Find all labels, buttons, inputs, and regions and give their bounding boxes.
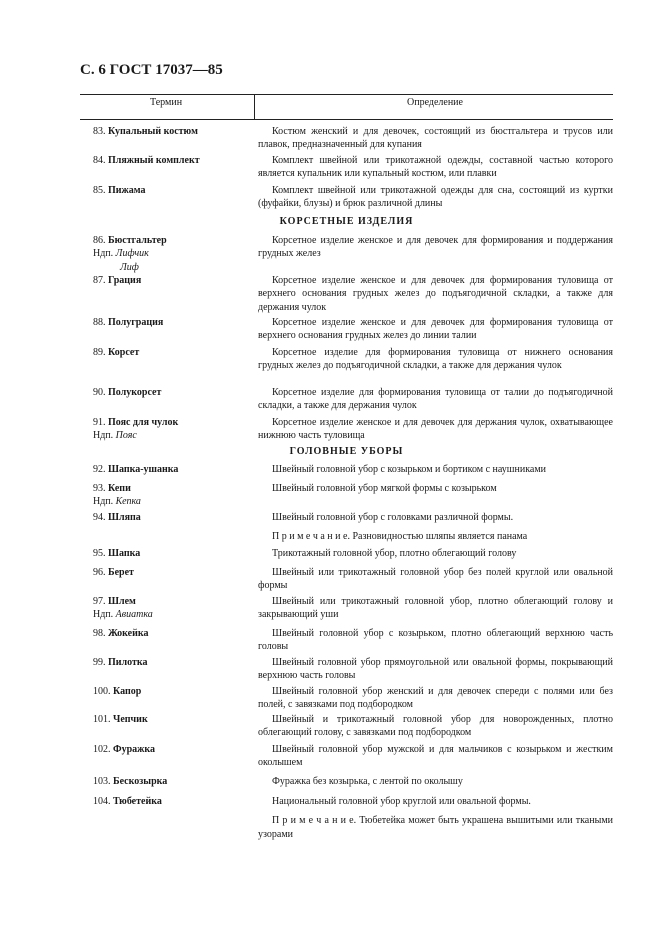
definition-cell	[258, 566, 613, 593]
term-cell	[93, 154, 263, 167]
term-cell	[93, 184, 263, 197]
term-cell	[93, 775, 263, 788]
definition-text: Корсетное изделие женское и для девочек для формирования и поддержания грудных желез	[258, 235, 613, 260]
term-number: 104.	[93, 796, 111, 807]
term-name: Пижама	[108, 185, 146, 196]
term-name: Фуражка	[113, 744, 156, 755]
section-heading-corset: КОРСЕТНЫЕ ИЗДЕЛИЯ	[279, 216, 414, 227]
term-number: 100.	[93, 686, 111, 697]
synonym-prefix: Ндп.	[93, 609, 114, 621]
term-number: 102.	[93, 744, 111, 755]
term-number: 84.	[93, 155, 106, 166]
term-cell	[93, 316, 263, 329]
term-number: 86.	[93, 235, 106, 246]
term-cell	[93, 386, 263, 399]
term-name: Полуграция	[108, 317, 164, 328]
definition-cell	[258, 775, 613, 788]
definition-cell	[258, 482, 613, 495]
definition-cell	[258, 346, 613, 373]
term-number: 87.	[93, 275, 106, 286]
definition-cell	[258, 627, 613, 654]
section-heading-headwear: ГОЛОВНЫЕ УБОРЫ	[289, 446, 404, 457]
definition-cell	[258, 511, 613, 544]
synonym-term: Авиатка	[115, 609, 153, 621]
definition-text: Швейный или трикотажный головной убор, плотно облегающий голову и закрывающий уши	[258, 596, 613, 621]
definition-text: Национальный головной убор круглой или овальной формы.	[272, 796, 531, 807]
term-cell	[93, 685, 263, 698]
term-number: 90.	[93, 387, 106, 398]
term-name: Шапка	[108, 548, 141, 559]
term-cell	[93, 743, 263, 756]
definition-text: Комплект швейной или трикотажной одежды для сна, состоящий из куртки (фуфайки, блузы) и брюк различной длины	[258, 185, 613, 210]
term-number: 96.	[93, 567, 106, 578]
non-recommended-synonym	[93, 608, 263, 621]
definition-text: Швейный или трикотажный головной убор без полей круглой или овальной формы	[258, 567, 613, 592]
term-name: Шлем	[108, 596, 136, 607]
synonym-term: Лифчик	[115, 248, 149, 260]
synonym-prefix: Ндп.	[93, 248, 114, 260]
note-label: П р и м е ч а н и е.	[272, 531, 350, 543]
definition-cell	[258, 316, 613, 343]
definition-cell	[258, 743, 613, 770]
definition-cell	[258, 795, 613, 841]
header-column-divider	[254, 94, 255, 119]
non-recommended-synonym	[93, 261, 263, 274]
definition-text: Швейный головной убор с головками различной формы.	[272, 512, 514, 523]
term-cell	[93, 547, 263, 560]
term-name: Чепчик	[113, 714, 148, 725]
table-top-rule	[80, 94, 613, 95]
term-number: 99.	[93, 657, 106, 668]
definition-text: Фуражка без козырька, с лентой по околышу	[272, 776, 463, 787]
term-number: 91.	[93, 417, 106, 428]
term-name: Пляжный комплект	[108, 155, 200, 166]
term-number: 101.	[93, 714, 111, 725]
definition-cell	[258, 274, 613, 314]
term-cell	[93, 511, 263, 524]
term-cell	[93, 346, 263, 359]
term-name: Капор	[113, 686, 142, 697]
term-name: Грация	[108, 275, 142, 286]
note-text: Разновидностью шляпы является панама	[352, 531, 528, 543]
synonym-term: Лиф	[120, 261, 139, 273]
definition-cell	[258, 595, 613, 622]
term-number: 95.	[93, 548, 106, 559]
term-number: 88.	[93, 317, 106, 328]
term-name: Бюстгальтер	[108, 235, 167, 246]
non-recommended-synonym	[93, 247, 263, 260]
synonym-term: Кепка	[115, 496, 141, 508]
synonym-term: Пояс	[115, 430, 137, 442]
note-label: П р и м е ч а н и е.	[272, 815, 357, 827]
term-cell	[93, 713, 263, 726]
term-number: 92.	[93, 464, 106, 475]
term-cell	[93, 595, 263, 622]
term-number: 89.	[93, 347, 106, 358]
term-cell	[93, 482, 263, 509]
definition-text: Швейный головной убор мужской и для мальчиков с козырьком и жестким околышем	[258, 744, 613, 769]
table-header-rule	[80, 119, 613, 120]
note	[258, 814, 613, 841]
term-name: Купальный костюм	[108, 126, 198, 137]
definition-cell	[258, 184, 613, 211]
page-header: С. 6 ГОСТ 17037—85	[80, 62, 223, 78]
definition-cell	[258, 416, 613, 443]
note	[258, 530, 613, 543]
term-cell	[93, 274, 263, 287]
term-cell	[93, 795, 263, 808]
definition-text: Костюм женский и для девочек, состоящий из бюстгальтера и трусов или плавок, предназначенный для купания	[258, 126, 613, 151]
definition-text: Корсетное изделие для формирования туловища от талии до подъягодичной складки, а также для держания чулок	[258, 387, 613, 412]
term-name: Корсет	[108, 347, 140, 358]
column-header-term: Термин	[150, 97, 183, 108]
definition-cell	[258, 547, 613, 560]
term-name: Пояс для чулок	[108, 417, 179, 428]
non-recommended-synonym	[93, 495, 263, 508]
term-cell	[93, 656, 263, 669]
term-name: Берет	[108, 567, 134, 578]
term-name: Кепи	[108, 483, 131, 494]
term-cell	[93, 463, 263, 476]
definition-cell	[258, 234, 613, 261]
definition-cell	[258, 125, 613, 152]
term-name: Пилотка	[108, 657, 148, 668]
term-name: Жокейка	[108, 628, 149, 639]
term-name: Бескозырка	[113, 776, 168, 787]
definition-cell	[258, 386, 613, 413]
definition-cell	[258, 656, 613, 683]
term-number: 103.	[93, 776, 111, 787]
term-cell	[93, 125, 263, 138]
term-cell	[93, 566, 263, 579]
term-number: 97.	[93, 596, 106, 607]
synonym-prefix: Ндп.	[93, 430, 114, 442]
definition-cell	[258, 685, 613, 712]
synonym-prefix: Ндп.	[93, 496, 114, 508]
term-number: 83.	[93, 126, 106, 137]
definition-text: Швейный головной убор мягкой формы с козырьком	[272, 483, 497, 494]
term-cell	[93, 234, 263, 274]
term-cell	[93, 416, 263, 443]
column-header-definition: Определение	[407, 97, 463, 108]
term-name: Полукорсет	[108, 387, 162, 398]
definition-cell	[258, 713, 613, 740]
definition-text: Трикотажный головной убор, плотно облегающий голову	[272, 548, 517, 559]
term-cell	[93, 627, 263, 640]
non-recommended-synonym	[93, 429, 263, 442]
term-name: Тюбетейка	[113, 796, 162, 807]
definition-text: Швейный и трикотажный головной убор для новорожденных, плотно облегающий голову, с завязками под подбородком	[258, 714, 613, 739]
term-number: 94.	[93, 512, 106, 523]
definition-text: Швейный головной убор женский и для девочек спереди с полями или без полей, с завязками под подбородком	[258, 686, 613, 711]
definition-cell	[258, 463, 613, 476]
definition-text: Швейный головной убор прямоугольной или овальной формы, покрывающий верхнюю часть головы	[258, 657, 613, 682]
definition-text: Комплект швейной или трикотажной одежды, составной частью которого является купальник или купальный костюм, или плавки	[258, 155, 613, 180]
definition-cell	[258, 154, 613, 181]
term-number: 85.	[93, 185, 106, 196]
term-name: Шапка-ушанка	[108, 464, 179, 475]
definition-text: Корсетное изделие женское и для девочек для держания чулок, охватывающее нижнюю часть туловища	[258, 417, 613, 442]
definition-text: Корсетное изделие женское и для девочек для формирования туловища от верхнего основания грудных желез до подъягодичной складки, а также для держания чулок	[258, 275, 613, 313]
definition-text: Корсетное изделие для формирования туловища от нижнего основания грудных желез до подъягодичной складки, а также для держания чулок	[258, 347, 613, 372]
definition-text: Швейный головной убор с козырьком, плотно облегающий верхнюю часть головы	[258, 628, 613, 653]
term-name: Шляпа	[108, 512, 141, 523]
term-number: 98.	[93, 628, 106, 639]
term-number: 93.	[93, 483, 106, 494]
note-text: Тюбетейка может быть украшена вышитыми или ткаными узорами	[258, 815, 613, 840]
definition-text: Корсетное изделие женское и для девочек для формирования туловища от верхнего основания грудных желез до линии талии	[258, 317, 613, 342]
definition-text: Швейный головной убор с козырьком и бортиком с наушниками	[272, 464, 547, 475]
